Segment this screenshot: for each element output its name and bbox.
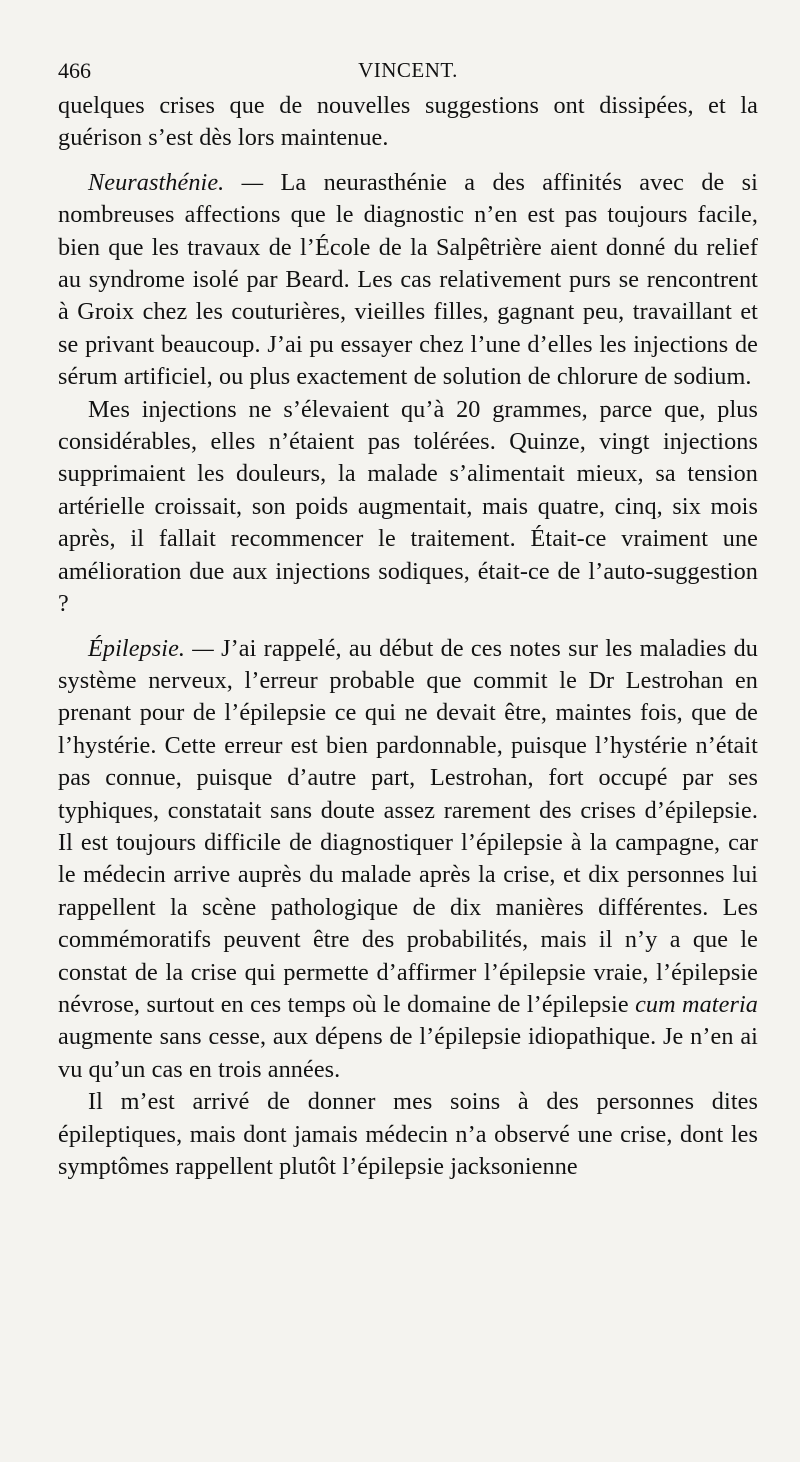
paragraph-text-before: J’ai rappelé, au début de ces notes sur les maladies du système nerveux, l’erreur probable que commit le Dr Lestrohan en prenant pour de l’épilepsie ce qui ne devait être, maintes fois, que de l’hystérie. Cette erreur est bien pardonnable, puisque l’hystérie n’était pas connue, puisque d’autre part, Lestrohan, fort occupé par ses typhiques, constatait sans doute assez rarement des crises d’épilepsie. Il est toujours difficile de diagnostiquer l’épilepsie à la campagne, car le médecin arrive auprès du malade après la crise, et dix personnes lui rappellent la scène pathologique de dix manières différentes. Les commémoratifs peuvent être des probabilités, mais il n’y a que le constat de la crise qui permette d’affirmer l’épilepsie vraie, l’épilepsie névrose, surtout en ces temps où le domaine de l’épilepsie (58, 634, 758, 1018)
section-title-neurasthenie: Neurasthénie. — (88, 168, 264, 196)
paragraph-continuation (58, 90, 758, 155)
paragraph-epilepsie (58, 633, 758, 1087)
paragraph-text: La neurasthénie a des affinités avec de si nombreuses affections que le diagnostic n’en est pas toujours facile, bien que les travaux de l’École de la Salpêtrière aient donné du relief au syndrome isolé par Beard. Les cas relativement purs se rencontrent à Groix chez les couturières, vieilles filles, gagnant peu, travaillant et se privant beaucoup. J’ai pu essayer chez l’une d’elles les injections de sérum artificiel, ou plus exactement de solution de chlorure de sodium. (58, 168, 758, 391)
section-title-epilepsie: Épilepsie. — (88, 634, 214, 662)
page-header (58, 50, 758, 90)
paragraph-text-after: augmente sans cesse, aux dépens de l’épilepsie idiopathique. Je n’en ai vu qu’un cas en trois années. (58, 1023, 758, 1083)
paragraph-text: Mes injections ne s’élevaient qu’à 20 grammes, parce que, plus considérables, elles n’étaient pas tolérées. Quinze, vingt injections supprimaient les douleurs, la malade s’alimentait mieux, sa tension artérielle croissait, son poids augmentait, mais quatre, cinq, six mois après, il fallait recommencer le traitement. Était-ce vraiment une amélioration due aux injections sodiques, était-ce de l’auto-suggestion ? (58, 395, 758, 618)
paragraph-text: quelques crises que de nouvelles suggestions ont dissipées, et la guérison s’est dès lors maintenue. (58, 92, 758, 152)
paragraph-neurasthenie (58, 167, 758, 394)
body-text (58, 90, 758, 1183)
running-head: VINCENT. (358, 58, 458, 82)
page-number: 466 (58, 58, 91, 83)
paragraph-injections (58, 394, 758, 621)
latin-emphasis: cum materia (635, 990, 758, 1018)
paragraph-epileptiques (58, 1086, 758, 1183)
paragraph-text: Il m’est arrivé de donner mes soins à des personnes dites épileptiques, mais dont jamais médecin n’a observé une crise, dont les symptômes rappellent plutôt l’épilepsie jacksonienne (58, 1088, 758, 1180)
